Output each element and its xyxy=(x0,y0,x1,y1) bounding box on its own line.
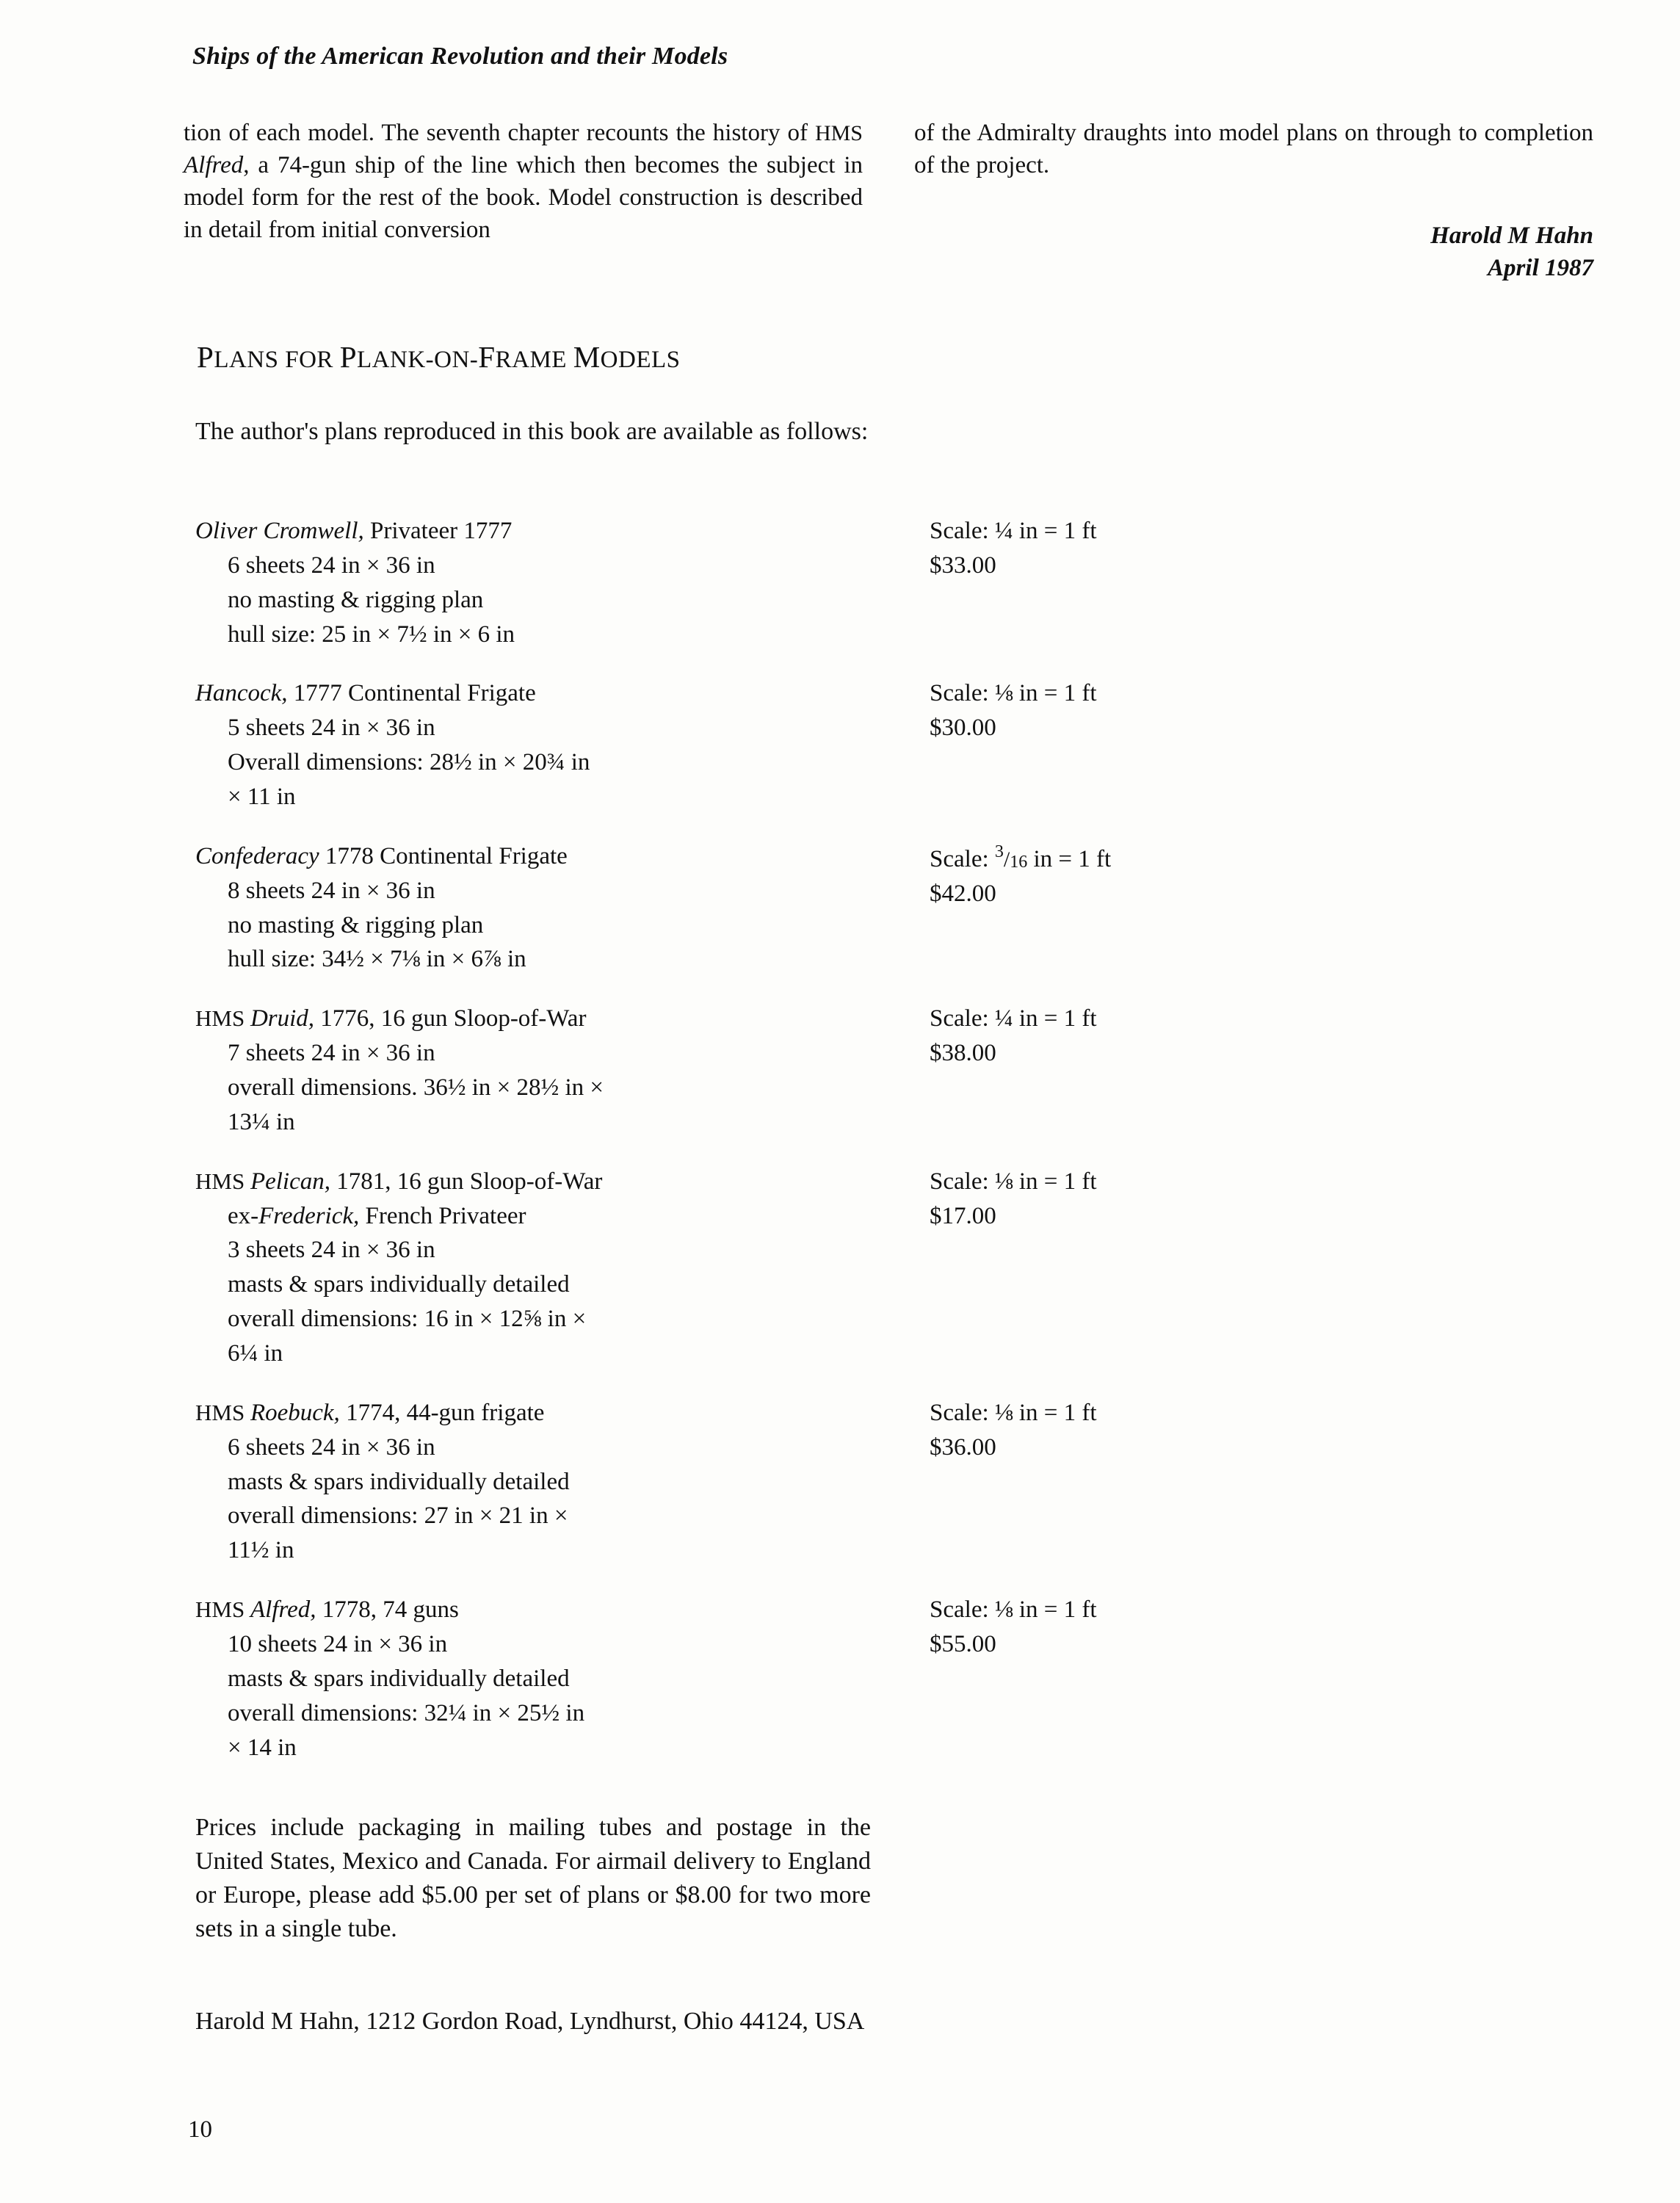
entry-description xyxy=(195,1002,974,1139)
entry-title-italic: Hancock, xyxy=(195,680,288,707)
entry-pricing xyxy=(930,839,1444,911)
plan-entries-list xyxy=(195,514,1517,1790)
entry-scale: Scale: $^3$/16 in = 1 ft xyxy=(930,842,1112,873)
entry-title-rest: 1777 Continental Frigate xyxy=(287,680,536,707)
entry-title-italic: Roebuck, xyxy=(250,1399,340,1426)
entry-detail: overall dimensions: 32¼ in × 25½ in xyxy=(228,1699,585,1726)
entry-detail: 7 sheets 24 in × 36 in xyxy=(228,1040,435,1067)
entry-detail: 13¼ in xyxy=(228,1108,295,1135)
entry-pricing xyxy=(930,1002,1444,1071)
entry-title xyxy=(195,1396,974,1430)
list-item xyxy=(195,514,1517,651)
entry-detail: Overall dimensions: 28½ in × 20¾ in xyxy=(228,749,590,776)
list-item xyxy=(195,676,1517,814)
entry-pricing xyxy=(930,1396,1444,1465)
entry-detail: 6¼ in xyxy=(228,1340,283,1367)
entry-detail: masts & spars individually detailed xyxy=(228,1468,570,1495)
entry-title-italic: Confederacy xyxy=(195,842,319,869)
entry-detail: 5 sheets 24 in × 36 in xyxy=(228,715,435,742)
signature-date: April 1987 xyxy=(1488,254,1593,281)
entry-detail: overall dimensions: 27 in × 21 in × xyxy=(228,1502,568,1530)
entry-scale: Scale: ⅛ in = 1 ft xyxy=(930,1596,1097,1624)
entry-scale: Scale: ⅛ in = 1 ft xyxy=(930,1168,1097,1195)
entry-pricing xyxy=(930,514,1444,583)
entry-title xyxy=(195,839,974,874)
entry-detail: overall dimensions: 16 in × 12⅝ in × xyxy=(228,1306,587,1333)
entry-description xyxy=(195,514,974,651)
entry-title-prefix: HMS xyxy=(195,1399,250,1425)
entry-description xyxy=(195,1396,974,1568)
entry-detail: hull size: 34½ × 7⅛ in × 6⅞ in xyxy=(228,946,526,973)
entry-price: $55.00 xyxy=(930,1631,996,1658)
entry-detail: × 14 in xyxy=(228,1734,297,1761)
entry-title-italic: Druid, xyxy=(250,1005,315,1032)
entry-title-rest: 1778, 74 guns xyxy=(316,1596,459,1624)
entry-detail: masts & spars individually detailed xyxy=(228,1665,570,1692)
entry-price: $36.00 xyxy=(930,1433,996,1461)
entry-title xyxy=(195,514,974,549)
entry-title-prefix: HMS xyxy=(195,1596,250,1623)
lead-paragraph: The author's plans reproduced in this book are available as follows: xyxy=(195,418,869,445)
list-item xyxy=(195,1165,1517,1371)
entry-title-prefix: HMS xyxy=(195,1005,250,1032)
entry-detail: ex-Frederick, French Privateer xyxy=(228,1202,526,1229)
entry-title xyxy=(195,1593,974,1627)
entry-detail: × 11 in xyxy=(228,784,296,811)
entry-price: $38.00 xyxy=(930,1040,996,1067)
entry-title-rest: Privateer 1777 xyxy=(363,518,513,544)
entry-title-rest: 1781, 16 gun Sloop-of-War xyxy=(330,1168,603,1195)
entry-price: $17.00 xyxy=(930,1202,996,1229)
entry-detail: 10 sheets 24 in × 36 in xyxy=(228,1631,448,1658)
signature-name: Harold M Hahn xyxy=(1430,223,1593,249)
entry-detail: 6 sheets 24 in × 36 in xyxy=(228,551,435,579)
contact-address: Harold M Hahn, 1212 Gordon Road, Lyndhurst, Ohio 44124, USA xyxy=(195,2008,865,2035)
list-item xyxy=(195,1396,1517,1568)
entry-title-italic: Alfred, xyxy=(250,1596,316,1624)
list-item xyxy=(195,1593,1517,1765)
entry-detail: hull size: 25 in × 7½ in × 6 in xyxy=(228,621,515,648)
entry-detail: no masting & rigging plan xyxy=(228,586,484,613)
entry-title-rest: 1776, 16 gun Sloop-of-War xyxy=(314,1005,587,1032)
entry-title-prefix: HMS xyxy=(195,1168,250,1194)
entry-title-italic: Pelican, xyxy=(250,1168,330,1195)
entry-description xyxy=(195,839,974,977)
entry-pricing xyxy=(930,1165,1444,1234)
entry-title xyxy=(195,1165,974,1199)
list-item xyxy=(195,839,1517,977)
entry-pricing xyxy=(930,1593,1444,1662)
entry-detail: masts & spars individually detailed xyxy=(228,1271,570,1298)
intro-left-text: tion of each model. The seventh chapter recounts the history of HMS Alfred, a 74-gun ship of the line which then becomes the subject in model form for the rest of the book. Model construction is described in detail from initial conversion xyxy=(184,120,863,243)
closing-paragraph: Prices include packaging in mailing tubes and postage in the United States, Mexico and Canada. For airmail delivery to England or Europe, please add $5.00 per set of plans or $8.00 for two more sets in a single tube. xyxy=(195,1814,871,1942)
running-head: Ships of the American Revolution and their Models xyxy=(192,43,728,70)
entry-scale: Scale: ⅛ in = 1 ft xyxy=(930,1399,1097,1426)
entry-detail: overall dimensions. 36½ in × 28½ in × xyxy=(228,1074,604,1102)
entry-title xyxy=(195,1002,974,1036)
entry-title-rest: 1778 Continental Frigate xyxy=(319,842,568,869)
entry-scale: Scale: ¼ in = 1 ft xyxy=(930,518,1097,544)
entry-detail: 11½ in xyxy=(228,1537,294,1564)
section-heading: PLANS FOR PLANK-ON-FRAME MODELS xyxy=(197,340,681,374)
entry-description xyxy=(195,1593,974,1765)
entry-scale: Scale: ¼ in = 1 ft xyxy=(930,1005,1097,1032)
entry-pricing xyxy=(930,676,1444,745)
entry-detail: no masting & rigging plan xyxy=(228,911,484,938)
entry-detail: 3 sheets 24 in × 36 in xyxy=(228,1237,435,1264)
entry-title-italic: Oliver Cromwell, xyxy=(195,518,364,544)
signature-block xyxy=(184,220,1593,285)
page-number: 10 xyxy=(188,2116,212,2143)
entry-title xyxy=(195,676,974,711)
entry-scale: Scale: ⅛ in = 1 ft xyxy=(930,680,1097,707)
intro-column-right: of the Admiralty draughts into model plans on through to completion of the project. xyxy=(914,120,1593,178)
list-item xyxy=(195,1002,1517,1139)
entry-detail: 6 sheets 24 in × 36 in xyxy=(228,1433,435,1461)
entry-description xyxy=(195,676,974,814)
entry-detail: 8 sheets 24 in × 36 in xyxy=(228,877,435,904)
entry-price: $33.00 xyxy=(930,551,996,579)
entry-description xyxy=(195,1165,974,1371)
entry-price: $30.00 xyxy=(930,715,996,742)
entry-price: $42.00 xyxy=(930,880,996,907)
entry-title-rest: 1774, 44-gun frigate xyxy=(339,1399,545,1426)
